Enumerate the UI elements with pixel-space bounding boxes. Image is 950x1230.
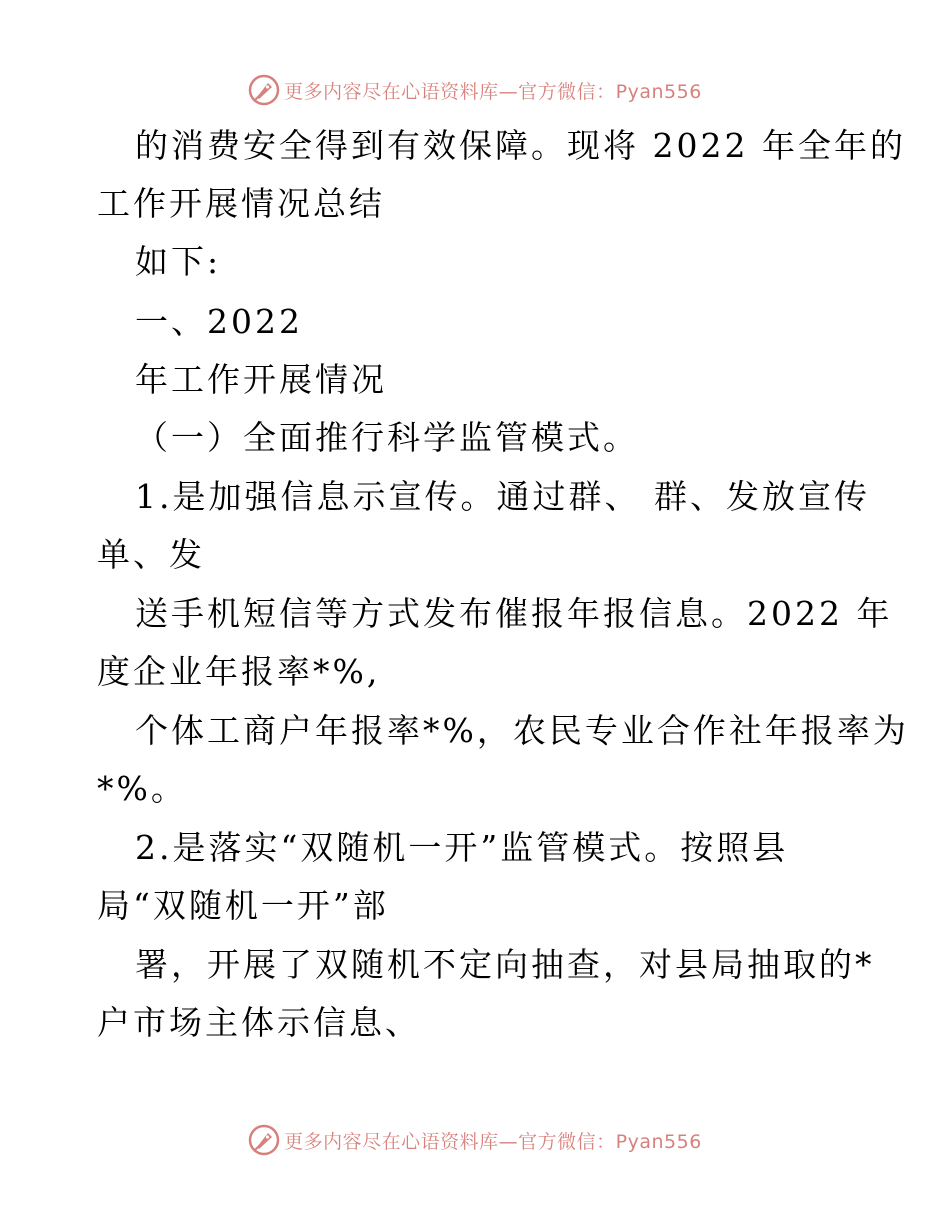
section-heading: 年工作开展情况 xyxy=(135,360,387,399)
watermark-text: 更多内容尽在心语资料库—官方微信：Pyan556 xyxy=(284,80,702,103)
body-line: 度企业年报率*%, xyxy=(97,652,381,691)
body-line: 如下: xyxy=(135,242,222,281)
body-line: 2.是落实“双随机一开”监管模式。按照县 xyxy=(135,828,789,867)
body-line: 单、发 xyxy=(97,535,205,574)
body-line: 局“双随机一开”部 xyxy=(97,886,389,925)
subsection-heading: （一）全面推行科学监管模式。 xyxy=(135,418,639,457)
body-line: 1.是加强信息示宣传。通过群、 群、发放宣传 xyxy=(135,477,870,516)
watermark-text: 更多内容尽在心语资料库—官方微信：Pyan556 xyxy=(284,1130,702,1153)
fountain-pen-nib-logo xyxy=(248,1124,280,1156)
body-line: 署，开展了双随机不定向抽查，对县局抽取的* xyxy=(135,945,875,984)
fountain-pen-nib-logo xyxy=(248,74,280,106)
body-line: *%。 xyxy=(97,769,187,808)
body-line: 的消费安全得到有效保障。现将 2022 年全年的 xyxy=(135,126,906,165)
watermark-header xyxy=(0,70,950,110)
body-line: 个体工商户年报率*%，农民专业合作社年报率为 xyxy=(135,711,909,750)
body-line: 送手机短信等方式发布催报年报信息。2022 年 xyxy=(135,594,893,633)
body-line: 一、2022 xyxy=(135,302,303,341)
watermark-footer xyxy=(0,1120,950,1160)
body-line: 工作开展情况总结 xyxy=(97,184,385,223)
body-line: 户市场主体示信息、 xyxy=(97,1003,421,1042)
